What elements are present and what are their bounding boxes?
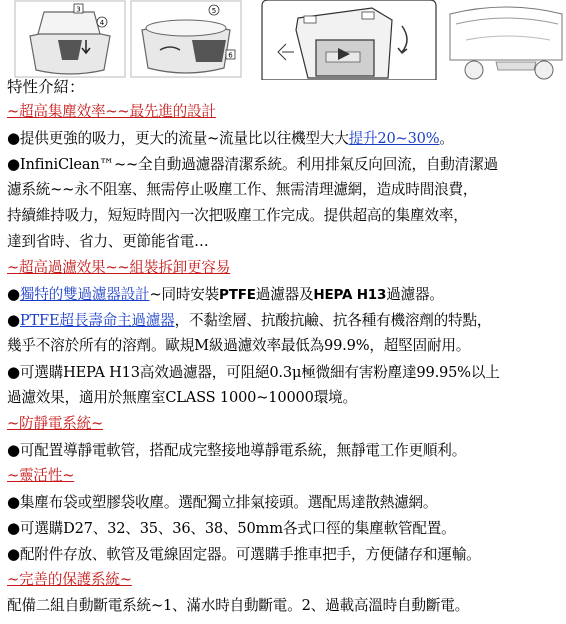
feature-line xyxy=(7,126,563,150)
vacuum-product-illustration xyxy=(446,0,566,80)
section-heading-flexibility-text: ~靈活性~ xyxy=(7,467,75,484)
section-heading-flexibility xyxy=(7,464,563,488)
section-heading-filtration-text: ~超高過濾效果~~組裝拆卸更容易 xyxy=(7,259,231,276)
feature-line xyxy=(7,308,563,332)
dual-filter-link[interactable]: 獨特的雙過濾器設計 xyxy=(19,286,150,303)
intro-title: 特性介紹： xyxy=(7,78,85,96)
bullet-icon: ● xyxy=(7,311,20,329)
filter-cleaning-illustration xyxy=(260,0,438,80)
bullet-icon: ● xyxy=(7,545,20,563)
section-heading-antistatic-text: ~防靜電系統~ xyxy=(7,415,104,432)
bullet-icon: ● xyxy=(7,285,20,303)
ptfe-filter-link[interactable]: PTFE超長壽命主過濾器 xyxy=(19,312,175,329)
feature-text: PTFE xyxy=(219,287,256,303)
section-heading-antistatic xyxy=(7,412,563,436)
feature-line: 持續維持吸力，短短時間內一次把吸塵工作完成。提供超高的集塵效率， xyxy=(7,207,468,224)
step-number-4: 4 xyxy=(99,19,105,27)
step-number-3: 3 xyxy=(76,5,81,14)
step-number-6: 6 xyxy=(228,51,233,60)
feature-text: 可選購HEPA H13高效過濾器，可阻絕0.3μ極微細有害粉塵達99.95%以上 xyxy=(19,364,500,381)
feature-line: 配備二組自動斷電系統~1、滿水時自動斷電。2、過載高溫時自動斷電。 xyxy=(7,597,470,614)
feature-text: ，不黏塗層、抗酸抗鹼、抗各種有機溶劑的特點， xyxy=(174,312,492,329)
section-heading-protection xyxy=(7,568,563,592)
feature-line: 幾乎不溶於所有的溶劑。歐規M級過濾效率最低為99.9%，超堅固耐用。 xyxy=(7,337,471,354)
feature-introduction xyxy=(7,76,563,618)
bullet-icon: ● xyxy=(7,155,20,173)
feature-text: 集塵布袋或塑膠袋收塵。選配獨立排氣接頭。選配馬達散熱濾網。 xyxy=(19,494,438,511)
feature-text: 過濾器。 xyxy=(386,286,444,303)
feature-text: 。 xyxy=(439,130,454,147)
feature-text: 過濾器及 xyxy=(255,286,314,303)
feature-line xyxy=(7,282,563,306)
product-images-strip xyxy=(0,0,566,84)
feature-line: 達到省時、省力、更節能省電… xyxy=(7,233,209,250)
feature-text: 配附件存放、軟管及電線固定器。可選購手推車把手，方便儲存和運輸。 xyxy=(19,546,481,563)
feature-line xyxy=(7,516,563,540)
feature-text: 可選購D27、32、35、36、38、50mm各式口徑的集塵軟管配置。 xyxy=(19,520,456,537)
bullet-icon: ● xyxy=(7,519,20,537)
feature-line: 過濾效果，適用於無塵室CLASS 1000~10000環境。 xyxy=(7,389,357,406)
bullet-icon: ● xyxy=(7,363,20,381)
vacuum-step-illustration-2 xyxy=(130,0,242,80)
feature-line: 濾系統~~永不阻塞、無需停止吸塵工作、無需清理濾網，造成時間浪費， xyxy=(7,181,478,198)
feature-line xyxy=(7,360,563,384)
vacuum-step-illustration-1 xyxy=(14,0,126,80)
feature-text: ~同時安裝 xyxy=(149,286,220,303)
bullet-icon: ● xyxy=(7,441,20,459)
bullet-icon: ● xyxy=(7,493,20,511)
feature-line xyxy=(7,490,563,514)
feature-line xyxy=(7,438,563,462)
bullet-icon: ● xyxy=(7,129,20,147)
section-heading-protection-text: ~完善的保護系統~ xyxy=(7,571,132,588)
step-number-5: 5 xyxy=(211,7,217,15)
section-heading-filtration xyxy=(7,256,563,280)
feature-line xyxy=(7,152,563,176)
improvement-link[interactable]: 提升20~30% xyxy=(348,130,440,147)
feature-text: 可配置導靜電軟管，搭配成完整接地導靜電系統，無靜電工作更順利。 xyxy=(19,442,467,459)
feature-line xyxy=(7,542,563,566)
section-heading-efficiency-text: ~超高集塵效率~~最先進的設計 xyxy=(7,103,216,120)
feature-text: HEPA H13 xyxy=(313,287,387,303)
feature-text: 提供更強的吸力，更大的流量~流量比以往機型大大 xyxy=(19,130,349,147)
section-heading-efficiency xyxy=(7,100,563,124)
feature-text: InfiniClean™~~全自動過濾器清潔系統。利用排氣反向回流，自動清潔過 xyxy=(19,156,498,173)
